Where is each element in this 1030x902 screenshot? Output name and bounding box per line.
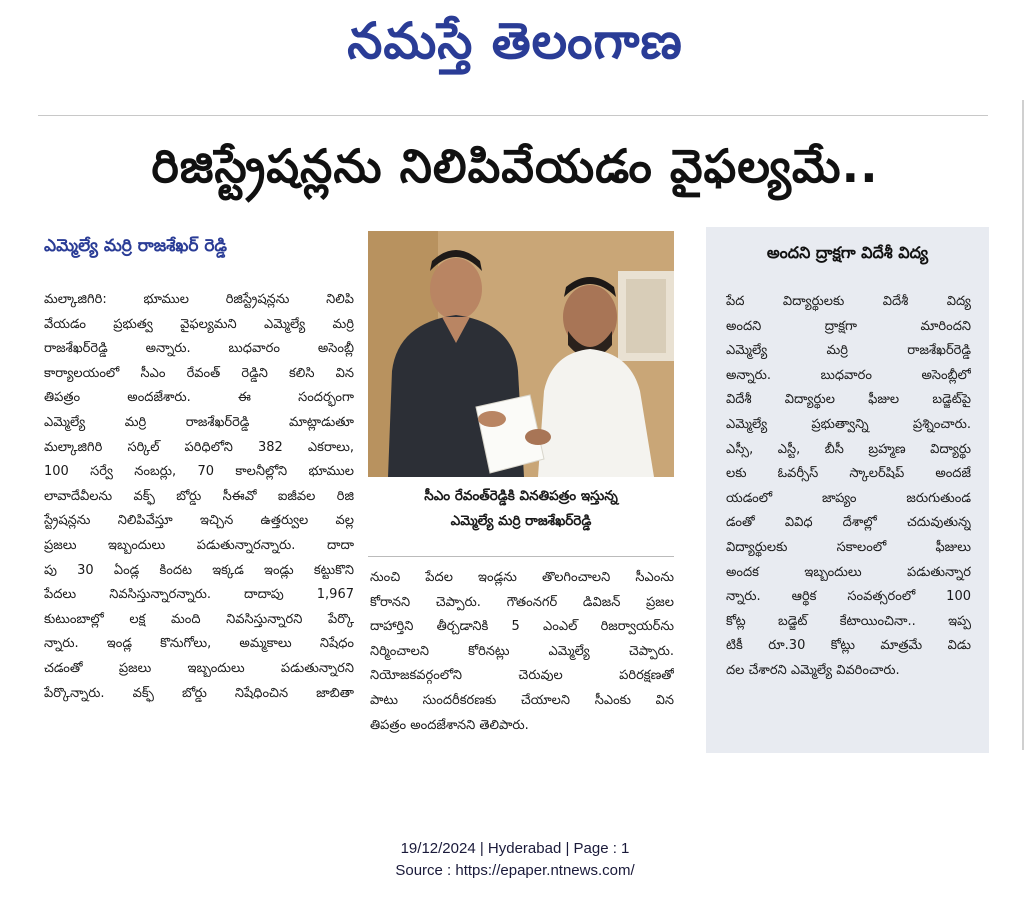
sidebar-line: అందని ద్రాక్షగా మారిందని (726, 318, 971, 334)
sidebar-line: అందక ఇబ్బందులు పడుతున్నార (726, 564, 971, 580)
photo-illustration (368, 231, 674, 477)
page-edge-divider (1022, 100, 1024, 750)
body-line: స్ట్రేషన్లను నిలిపివేస్తూ ఇచ్చిన ఉత్తర్వుల వల్ల (44, 513, 354, 529)
body-line: దాహార్తిని తీర్చడానికి 5 ఎంఎల్ రిజర్వాయర్‌ను (370, 619, 674, 635)
photo-caption (368, 484, 674, 534)
sidebar-title: అందని ద్రాక్షగా విదేశీ విద్య (766, 243, 929, 262)
footer-source-link[interactable]: Source : https://epaper.ntnews.com/ (395, 862, 635, 879)
body-line: నిర్మించాలని కోరినట్లు ఎమ్మెల్యే చెప్పారు. (370, 643, 674, 659)
body-line: పు 30 ఏండ్ల కిందట ఇక్కడ ఇండ్లు కట్టుకొని (44, 562, 354, 578)
caption-divider (368, 556, 674, 557)
article-byline: ఎమ్మెల్యే మర్రి రాజశేఖర్ రెడ్డి (44, 236, 228, 256)
article-column-1 (44, 288, 354, 706)
body-line: తిపత్రం అందజేశానని తెలిపారు. (370, 717, 529, 733)
sidebar-line: డంతో వివిధ దేశాల్లో చదువుతున్న (726, 515, 971, 531)
page-footer (0, 838, 1030, 882)
sidebar-line: అన్నారు. బుధవారం అసెంబ్లీలో (726, 367, 971, 383)
body-line: కుటుంబాల్లో లక్ష మంది నివసిస్తున్నారని పేర్కొ (44, 611, 354, 627)
body-line: పేదలు నివసిస్తున్నారన్నారు. దాదాపు 1,967 (44, 587, 354, 603)
article-column-2 (370, 566, 674, 738)
body-line: చడంతో ప్రజలు ఇబ్బందులు పడుతున్నారని (44, 660, 354, 676)
body-line: న్నారు. ఇండ్ల కొనుగోలు, అమ్మకాలు నిషేధం (44, 636, 354, 652)
sidebar-line: ఎస్సీ, ఎస్టీ, బీసీ బ్రహ్మణ విద్యార్థు (726, 441, 971, 457)
body-line: నియోజకవర్గంలోని చెరువుల పరిరక్షణతో (370, 668, 674, 684)
sidebar-line: విద్యార్థులకు సకాలంలో ఫీజులు (726, 539, 971, 555)
body-line: ఎమ్మెల్యే మర్రి రాజశేఖర్‌రెడ్డి మాట్లాడుతూ (44, 414, 354, 430)
sidebar-line: న్నారు. ఆర్థిక సంవత్సరంలో 100 (726, 589, 971, 605)
masthead-divider (38, 115, 988, 116)
body-line: పేర్కొన్నారు. వక్ఫ్ బోర్డు నిషేధించిన జాబితా (44, 685, 354, 701)
sidebar-line: ఎమ్మెల్యే ప్రభుత్వాన్ని ప్రశ్నించారు. (726, 416, 971, 432)
sidebar-line: ఎమ్మెల్యే మర్రి రాజశేఖర్‌రెడ్డి (726, 343, 971, 359)
body-line: కార్యాలయంలో సీఎం రేవంత్ రెడ్డిని కలిసి విన (44, 365, 354, 381)
body-line: 100 సర్వే నంబర్లు, 70 కాలనీల్లోని భూముల (44, 464, 354, 480)
body-line: రాజశేఖర్‌రెడ్డి అన్నారు. బుధవారం అసెంబ్లీ (44, 341, 354, 357)
news-photo (368, 231, 674, 477)
caption-line: ఎమ్మెల్యే మర్రి రాజశేఖర్‌రెడ్డి (450, 513, 592, 529)
sidebar-line: యడంలో జాప్యం జరుగుతుండ (726, 490, 971, 506)
sidebar-line: కోట్ల బడ్జెట్ కేటాయించినా.. ఇప్ప (726, 613, 971, 629)
footer-date-edition: 19/12/2024 | Hyderabad | Page : 1 (400, 840, 630, 857)
body-line: కోరానని చెప్పారు. గౌతంనగర్ డివిజన్ ప్రజల (370, 594, 674, 610)
sidebar-line: లకు ఓవర్సీస్ స్కాలర్‌షిప్ అందజే (726, 466, 971, 482)
article-headline: రిజిస్ట్రేషన్లను నిలిపివేయడం వైఫల్యమే.. (151, 139, 879, 193)
sidebar-line: టికీ రూ.30 కోట్లు మాత్రమే విడు (726, 638, 971, 654)
body-line: నుంచి పేదల ఇండ్లను తొలగించాలని సీఎంను (370, 570, 674, 585)
body-line: లావాదేవీలను వక్ఫ్ బోర్డు సీఈవో ఐజీవల రిజి (44, 488, 354, 504)
body-line: మల్కాజిగిరి: భూముల రిజిస్ట్రేషన్లను నిలిపి (44, 292, 354, 307)
caption-line: సీఎం రేవంత్‌రెడ్డికి వినతిపత్రం ఇస్తున్న (424, 488, 618, 504)
newspaper-masthead: నమస్తే తెలంగాణ (347, 12, 683, 70)
sidebar-line: విదేశీ విద్యార్థుల ఫీజుల బడ్జెట్‌పై (726, 392, 971, 408)
body-line: పాటు సుందరీకరణకు చేయాలని సీఎంకు విన (370, 692, 674, 708)
sidebar-line: పేద విద్యార్థులకు విదేశీ విద్య (726, 294, 971, 309)
body-line: తిపత్రం అందజేశారు. ఈ సందర్భంగా (44, 390, 354, 406)
body-line: మల్కాజిగిరి సర్కిల్ పరిధిలోని 382 ఎకరాలు, (44, 439, 354, 455)
sidebar-line: దల చేశారని ఎమ్మెల్యే వివరించారు. (726, 662, 900, 678)
sidebar-body (726, 290, 971, 684)
body-line: ప్రజలు ఇబ్బందులు పడుతున్నారన్నారు. దాదా (44, 537, 354, 553)
body-line: వేయడం ప్రభుత్వ వైఫల్యమని ఎమ్మెల్యే మర్రి (44, 316, 354, 332)
